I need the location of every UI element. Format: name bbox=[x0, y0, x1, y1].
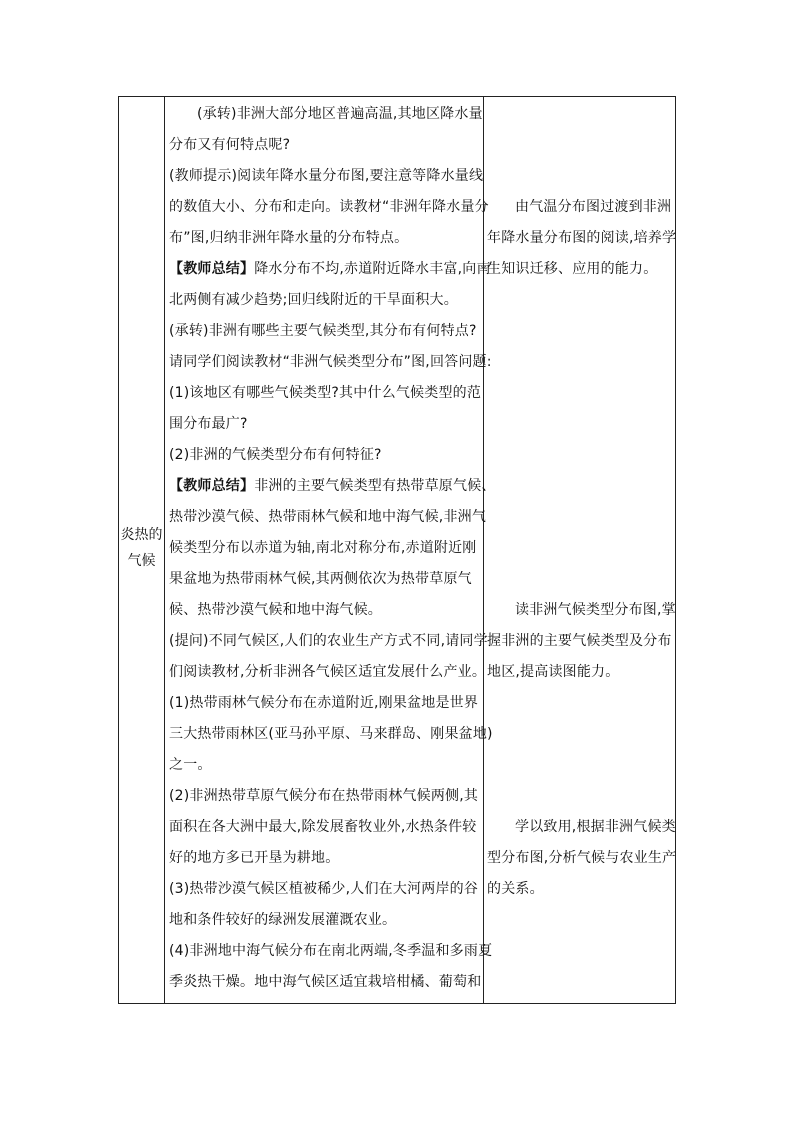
content-line: 之一。 bbox=[169, 757, 212, 773]
design-note-line: 地区,提高读图能力。 bbox=[487, 664, 620, 680]
teacher-summary-line bbox=[169, 476, 496, 496]
content-line: 北两侧有减少趋势;回归线附近的干旱面积大。 bbox=[169, 292, 458, 308]
content-line: (3)热带沙漠气候区植被稀少,人们在大河两岸的谷 bbox=[169, 881, 479, 897]
design-note-line: 年降水量分布图的阅读,培养学 bbox=[487, 230, 677, 246]
content-line: 候、热带沙漠气候和地中海气候。 bbox=[169, 602, 382, 618]
design-note-line: 握非洲的主要气候类型及分布 bbox=[487, 633, 672, 649]
content-line: 布”图,归纳非洲年降水量的分布特点。 bbox=[169, 230, 409, 246]
design-note-line: 由气温分布图过渡到非洲 bbox=[515, 199, 672, 215]
content-line: (1)该地区有哪些气候类型?其中什么气候类型的范 bbox=[169, 385, 482, 401]
lesson-table bbox=[118, 96, 676, 1004]
summary-tag: 【教师总结】 bbox=[169, 478, 255, 494]
content-line: 的数值大小、分布和走向。读教材“非洲年降水量分 bbox=[169, 199, 489, 215]
topic-line: 炎热的 bbox=[120, 527, 163, 543]
content-line: 果盆地为热带雨林气候,其两侧依次为热带草原气 bbox=[169, 571, 472, 587]
content-line: 面积在各大洲中最大,除发展畜牧业外,水热条件较 bbox=[169, 819, 477, 835]
summary-text: 非洲的主要气候类型有热带草原气候、 bbox=[254, 478, 496, 494]
column-divider bbox=[483, 97, 484, 1003]
content-line: 候类型分布以赤道为轴,南北对称分布,赤道附近刚 bbox=[169, 540, 477, 556]
content-line: 们阅读教材,分析非洲各气候区适宜发展什么产业。 bbox=[169, 664, 487, 680]
design-note-line: 学以致用,根据非洲气候类 bbox=[515, 819, 676, 835]
content-line: 地和条件较好的绿洲发展灌溉农业。 bbox=[169, 912, 397, 928]
topic-line: 气候 bbox=[127, 553, 156, 569]
content-line: (提问)不同气候区,人们的农业生产方式不同,请同学 bbox=[169, 633, 488, 649]
column-divider bbox=[164, 97, 165, 1003]
content-line: 三大热带雨林区(亚马孙平原、马来群岛、刚果盆地) bbox=[169, 726, 493, 742]
content-line: (2)非洲热带草原气候分布在热带雨林气候两侧,其 bbox=[169, 788, 479, 804]
content-line: 好的地方多已开垦为耕地。 bbox=[169, 850, 340, 866]
content-line: (2)非洲的气候类型分布有何特征? bbox=[169, 447, 382, 463]
content-line: (承转)非洲有哪些主要气候类型,其分布有何特点? bbox=[169, 323, 477, 339]
content-line: 分布又有何特点呢? bbox=[169, 137, 291, 153]
content-line: (4)非洲地中海气候分布在南北两端,冬季温和多雨夏 bbox=[169, 943, 493, 959]
content-line: 围分布最广? bbox=[169, 416, 248, 432]
content-line: 热带沙漠气候、热带雨林气候和地中海气候,非洲气 bbox=[169, 509, 487, 525]
summary-tag: 【教师总结】 bbox=[169, 261, 255, 277]
content-line: (教师提示)阅读年降水量分布图,要注意等降水量线 bbox=[169, 168, 484, 184]
design-note-line: 型分布图,分析气候与农业生产 bbox=[487, 850, 677, 866]
content-line: (承转)非洲大部分地区普遍高温,其地区降水量 bbox=[197, 106, 483, 122]
summary-text: 降水分布不均,赤道附近降水丰富,向南 bbox=[254, 261, 491, 277]
content-line: 请同学们阅读教材“非洲气候类型分布”图,回答问题: bbox=[169, 354, 492, 370]
teacher-summary-line bbox=[169, 259, 491, 279]
content-line: (1)热带雨林气候分布在赤道附近,刚果盆地是世界 bbox=[169, 695, 479, 711]
topic-cell bbox=[119, 522, 164, 574]
design-note-line: 生知识迁移、应用的能力。 bbox=[487, 261, 658, 277]
design-note-line: 读非洲气候类型分布图,掌 bbox=[515, 602, 676, 618]
design-note-line: 的关系。 bbox=[487, 881, 544, 897]
content-line: 季炎热干燥。地中海气候区适宜栽培柑橘、葡萄和 bbox=[169, 974, 482, 990]
